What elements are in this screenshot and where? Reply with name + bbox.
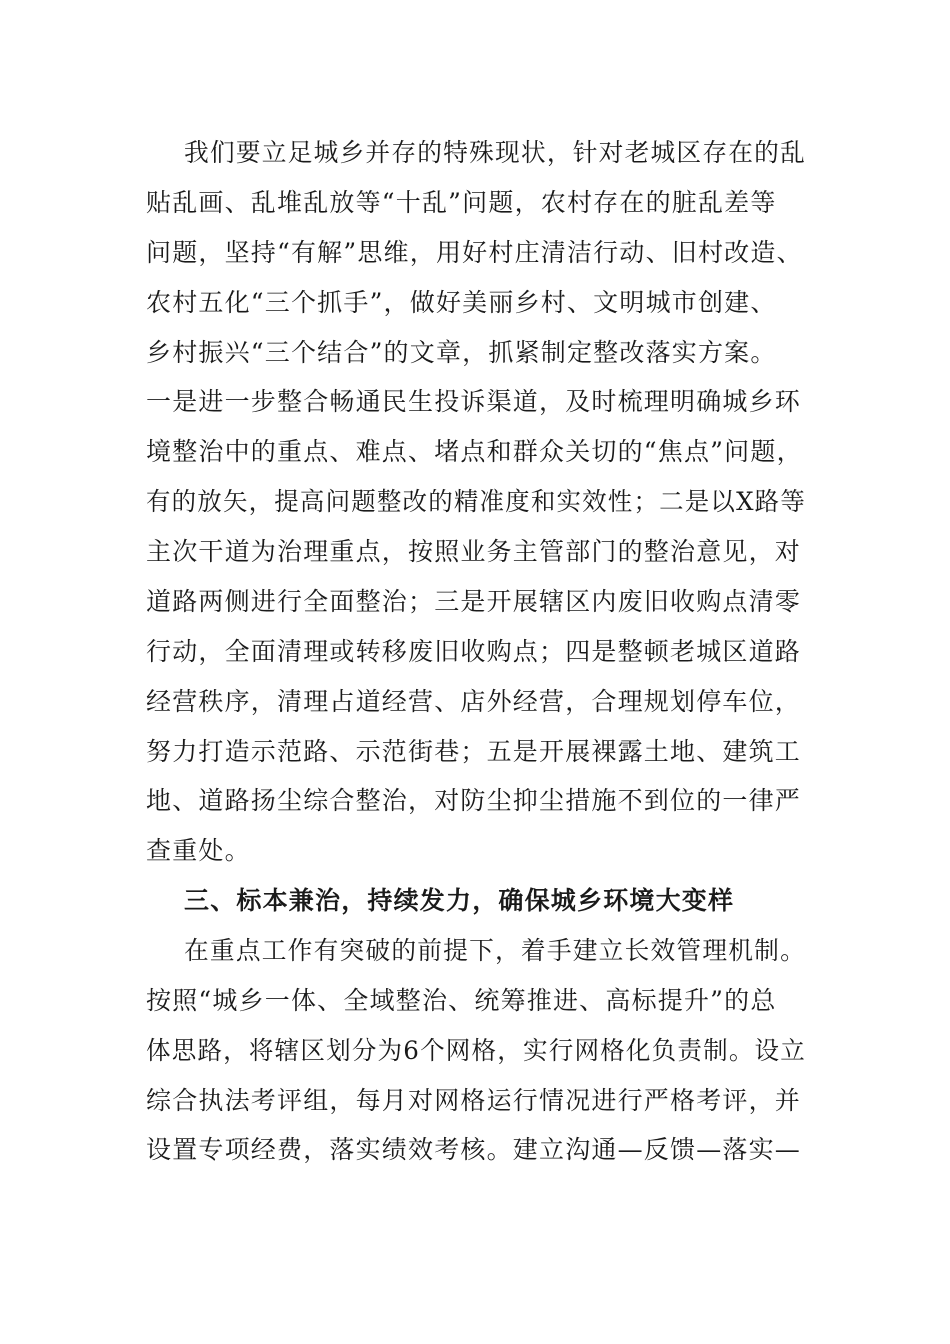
paragraph-line: 按照“城乡一体、全域整治、统筹推进、高标提升”的总 xyxy=(146,986,777,1015)
paragraph-line: 乡村振兴“三个结合”的文章，抓紧制定整改落实方案。 xyxy=(146,338,777,367)
paragraph-line: 在重点工作有突破的前提下，着手建立长效管理机制。 xyxy=(184,936,807,965)
paragraph-line: 设置专项经费，落实绩效考核。建立沟通—反馈—落实— xyxy=(146,1135,802,1164)
paragraph-line: 经营秩序，清理占道经营、店外经营，合理规划停车位， xyxy=(146,687,802,716)
paragraph-line: 贴乱画、乱堆乱放等“十乱”问题，农村存在的脏乱差等 xyxy=(146,188,777,217)
paragraph-line: 努力打造示范路、示范街巷；五是开展裸露土地、建筑工 xyxy=(146,737,802,766)
paragraph-line: 有的放矢，提高问题整改的精准度和实效性；二是以X路等 xyxy=(146,487,806,516)
paragraph-line: 道路两侧进行全面整治；三是开展辖区内废旧收购点清零 xyxy=(146,587,802,616)
paragraph-line: 查重处。 xyxy=(146,836,251,865)
paragraph-line: 境整治中的重点、难点、堵点和群众关切的“焦点”问题， xyxy=(146,437,803,466)
paragraph-line: 体思路，将辖区划分为6个网格，实行网格化负责制。设立 xyxy=(146,1036,807,1065)
paragraph-line: 主次干道为治理重点，按照业务主管部门的整治意见，对 xyxy=(146,537,802,566)
section-heading: 三、标本兼治，持续发力，确保城乡环境大变样 xyxy=(184,886,735,915)
paragraph-line: 行动，全面清理或转移废旧收购点；四是整顿老城区道路 xyxy=(146,637,802,666)
paragraph-line: 一是进一步整合畅通民生投诉渠道，及时梳理明确城乡环 xyxy=(146,387,802,416)
paragraph-line: 问题，坚持“有解”思维，用好村庄清洁行动、旧村改造、 xyxy=(146,238,803,267)
paragraph-line: 农村五化“三个抓手”，做好美丽乡村、文明城市创建、 xyxy=(146,288,777,317)
paragraph-line: 地、道路扬尘综合整治，对防尘抑尘措施不到位的一律严 xyxy=(146,786,802,815)
paragraph-line: 我们要立足城乡并存的特殊现状，针对老城区存在的乱 xyxy=(184,138,807,167)
paragraph-line: 综合执法考评组，每月对网格运行情况进行严格考评，并 xyxy=(146,1086,802,1115)
